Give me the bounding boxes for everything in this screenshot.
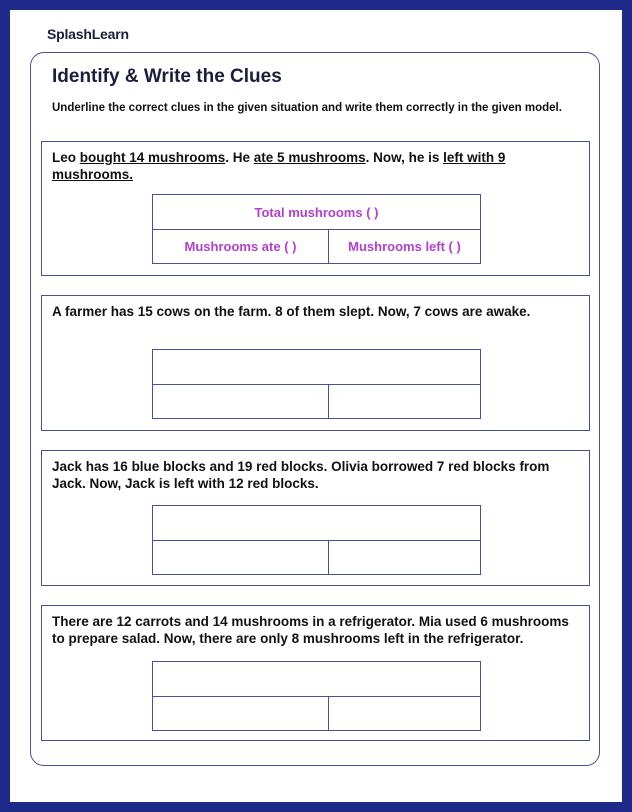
model-part-right-box[interactable] (329, 230, 480, 263)
model-part-right-box[interactable] (329, 541, 480, 574)
model-part-left-label: Mushrooms ate ( ) (184, 239, 297, 254)
brand-logo: SplashLearn (47, 26, 129, 42)
part-whole-model-1 (152, 194, 481, 264)
problem-text-3: Jack has 16 blue blocks and 19 red blocks. Olivia borrowed 7 red blocks from Jack. Now, Jack is left with 12 red blocks. (52, 459, 550, 491)
problem-card-4 (41, 605, 590, 741)
part-whole-model-3 (152, 505, 481, 575)
underlined-clue: bought 14 mushrooms (79, 150, 226, 165)
part-whole-model-2 (152, 349, 481, 419)
model-part-left-box[interactable] (153, 697, 329, 730)
underlined-clue: ate 5 mushrooms (253, 150, 366, 165)
worksheet-instructions: Underline the correct clues in the given situation and write them correctly in the given model. (52, 102, 562, 114)
model-part-left-box[interactable] (153, 385, 329, 418)
underlined-clue: left with 9 mushrooms. (52, 150, 506, 182)
problem-card-3 (41, 450, 590, 586)
problem-text-4: There are 12 carrots and 14 mushrooms in a refrigerator. Mia used 6 mushrooms to prepare salad. Now, there are only 8 mushrooms left in the refrigerator. (52, 614, 569, 646)
model-whole-box[interactable] (153, 350, 480, 385)
problem-card-2 (41, 295, 590, 431)
model-whole-box[interactable] (153, 195, 480, 230)
model-whole-box[interactable] (153, 662, 480, 697)
model-part-left-box[interactable] (153, 541, 329, 574)
part-whole-model-4 (152, 661, 481, 731)
model-part-right-label: Mushrooms left ( ) (348, 239, 461, 254)
problem-card-1 (41, 141, 590, 276)
model-whole-label: Total mushrooms ( ) (254, 204, 379, 220)
worksheet-title: Identify & Write the Clues (52, 66, 282, 87)
worksheet-page (10, 10, 622, 802)
problem-text-2: A farmer has 15 cows on the farm. 8 of them slept. Now, 7 cows are awake. (52, 304, 531, 319)
model-whole-box[interactable] (153, 506, 480, 541)
model-part-right-box[interactable] (329, 385, 480, 418)
model-part-left-box[interactable] (153, 230, 329, 263)
model-part-right-box[interactable] (329, 697, 480, 730)
problem-text-1: Leo bought 14 mushrooms. He ate 5 mushrooms. Now, he is left with 9 mushrooms. (52, 150, 506, 182)
